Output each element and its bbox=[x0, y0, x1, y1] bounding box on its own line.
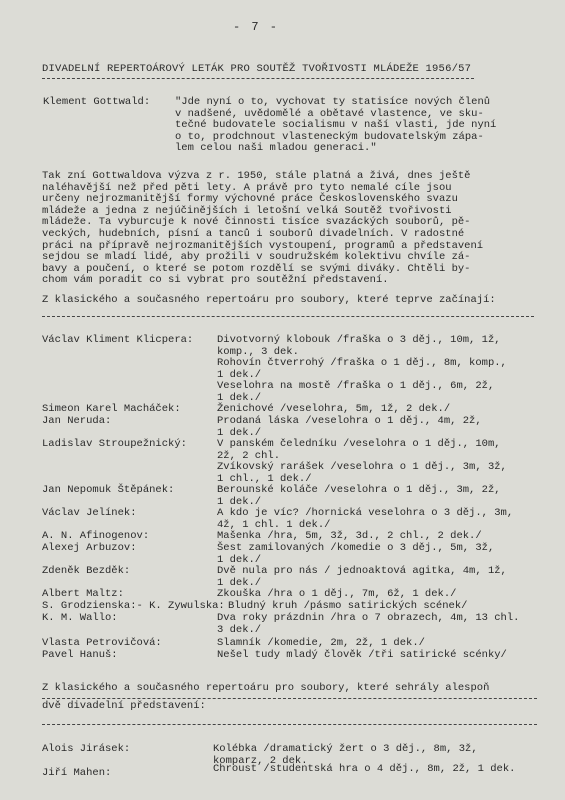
entry-works bbox=[217, 638, 425, 650]
quote-line: "Jde nyní o to, vychovat ty statisíce nových členů bbox=[175, 96, 491, 108]
entry-author: Zdeněk Bezděk: bbox=[42, 565, 131, 577]
entry-works bbox=[213, 764, 515, 776]
work-line: Zvíkovský rarášek /veselohra o 1 děj., 3m, 3ž, bbox=[217, 461, 507, 474]
entry-author: Alois Jirásek: bbox=[42, 743, 131, 755]
intro-paragraph bbox=[42, 171, 483, 287]
work-line: 1 dek./ bbox=[217, 495, 262, 508]
quote-line: lem celou naši mladou generaci." bbox=[175, 142, 377, 155]
title-underline bbox=[42, 78, 474, 79]
work-line: Nešel tudy mladý člověk /tři satirické scénky/ bbox=[217, 649, 507, 661]
work-line: 1 dek./ bbox=[217, 391, 262, 404]
entry-works bbox=[217, 613, 519, 636]
intro-line: chom vám poradit co si vybrat pro soutěžní představení. bbox=[42, 274, 389, 287]
intro-line: Tak zní Gottwaldova výzva z r. 1950, stále platná a živá, dnes ještě bbox=[42, 170, 471, 182]
quote-block bbox=[175, 97, 496, 155]
section2-heading-line: dvě divadelní představení: bbox=[42, 699, 206, 712]
work-line: A kdo je víc? /hornická veselohra o 3 děj., 3m, bbox=[217, 507, 514, 519]
entry-author: Ladislav Stroupežnický: bbox=[42, 438, 187, 450]
entry-works bbox=[217, 416, 482, 439]
work-line: 1 dek./ bbox=[217, 426, 262, 439]
work-line: Berounské koláče /veselohra o 1 děj., 3m, 2ž, bbox=[217, 484, 501, 496]
intro-line: mládeže. Ta vyburcuje k nové činnosti tisíce svazáckých souborů, pě- bbox=[42, 216, 471, 229]
entry-author: Václav Kliment Klicpera: bbox=[42, 334, 194, 346]
entry-works bbox=[217, 404, 450, 416]
work-line: V panském čeledníku /veselohra o 1 děj., 10m, bbox=[217, 438, 501, 450]
work-line: Slamník /komedie, 2m, 2ž, 1 dek./ bbox=[217, 637, 425, 649]
work-line: 3 dek./ bbox=[217, 623, 262, 636]
work-line: 1 dek./ bbox=[217, 553, 262, 566]
work-line: Ženichové /veselohra, 5m, 1ž, 2 dek./ bbox=[217, 403, 451, 415]
entry-author: S. Grodzienska:- K. Zywulska: bbox=[42, 600, 225, 612]
work-line: 4ž, 1 chl. 1 dek./ bbox=[217, 518, 331, 531]
quote-line: o to, prodchnout vlasteneckým budovatelským zápa- bbox=[175, 130, 484, 143]
work-line: Zkouška /hra o 1 děj., 7m, 6ž, 1 dek./ bbox=[217, 588, 457, 600]
entry-author: Albert Maltz: bbox=[42, 588, 124, 600]
entry-author: Václav Jelínek: bbox=[42, 507, 137, 519]
section1-heading: Z klasického a současného repertoáru pro soubory, které teprve začínají: bbox=[42, 294, 496, 306]
entry-works bbox=[217, 531, 482, 543]
work-line: Šest zamilovaných /komedie o 3 děj., 5m, 3ž, bbox=[217, 542, 495, 554]
document-title: DIVADELNÍ REPERTOÁROVÝ LETÁK PRO SOUTĚŽ TVOŘIVOSTI MLÁDEŽE 1956/57 bbox=[42, 63, 472, 75]
entry-author: Simeon Karel Macháček: bbox=[42, 403, 181, 415]
entry-works bbox=[217, 485, 501, 508]
work-line: Bludný kruh /pásmo satirických scének/ bbox=[228, 600, 468, 612]
work-line: Divotvorný klobouk /fraška o 3 děj., 10m, 1ž, bbox=[217, 334, 501, 346]
page-number: - 7 - bbox=[233, 20, 280, 34]
work-line: Kolébka /dramatický žert o 3 děj., 8m, 3ž, bbox=[213, 743, 478, 755]
quote-line: tečné budovatele socialismu v naší vlasti, jde nyní bbox=[175, 119, 497, 132]
intro-line: určeny nejrozmanitější formy výchovné práce Československého svazu bbox=[42, 193, 458, 206]
work-line: Dva roky prázdnin /hra o 7 obrazech, 4m, 13 chl. bbox=[217, 612, 520, 624]
work-line: Prodaná láska /veselohra o 1 děj., 4m, 2ž, bbox=[217, 415, 482, 427]
work-line: 2ž, 2 chl. bbox=[217, 449, 281, 462]
entry-author: K. M. Wallo: bbox=[42, 612, 118, 624]
entry-author: Jiří Mahen: bbox=[42, 767, 112, 779]
entry-author: Vlasta Petrovičová: bbox=[42, 637, 162, 649]
entry-author: Jan Neruda: bbox=[42, 415, 112, 427]
intro-line: práci na přípravě nejrozmanitějších vystoupení, programů a představení bbox=[42, 239, 484, 252]
quote-line: v nadšené, uvědomělé a obětavé vlastence, ve sku- bbox=[175, 107, 484, 120]
section1-rule bbox=[42, 316, 534, 317]
entry-author: Alexej Arbuzov: bbox=[42, 542, 137, 554]
work-line: Veselohra na mostě /fraška o 1 děj., 6m, 2ž, bbox=[217, 380, 495, 393]
entry-works bbox=[228, 601, 467, 613]
work-line: Mašenka /hra, 5m, 3ž, 3d., 2 chl., 2 dek./ bbox=[217, 530, 482, 542]
entry-author: A. N. Afinogenov: bbox=[42, 530, 150, 542]
work-line: komp., 3 dek. bbox=[217, 345, 299, 358]
intro-line: veckých, hudebních, písní a tanců i souborů divadelních. V radostné bbox=[42, 227, 465, 240]
entry-author: Pavel Hanuš: bbox=[42, 649, 118, 661]
entry-works bbox=[217, 439, 507, 485]
section2-rule-bottom bbox=[42, 724, 537, 725]
work-line: Chroust /studentská hra o 4 děj., 8m, 2ž, 1 dek. bbox=[213, 763, 516, 775]
work-line: Dvě nula pro nás / jednoaktová agitka, 4m, 1ž, bbox=[217, 565, 507, 577]
quote-author: Klement Gottwald: bbox=[43, 96, 151, 108]
entry-works bbox=[217, 543, 494, 566]
work-line: Rohovín čtverrohý /fraška o 1 děj., 8m, komp., bbox=[217, 357, 507, 370]
entry-author: Jan Nepomuk Štěpánek: bbox=[42, 484, 175, 496]
entry-works bbox=[217, 589, 456, 601]
entry-works bbox=[217, 335, 507, 405]
intro-line: naléhavější než před pěti lety. A právě pro tyto nemalé cíle jsou bbox=[42, 181, 452, 194]
work-line: komparz, 2 dek. bbox=[213, 754, 308, 767]
work-line: 1 dek./ bbox=[217, 576, 262, 589]
intro-line: bavy a poučení, o které se potom rozdělí se svými diváky. Chtěli by- bbox=[42, 262, 471, 275]
section2-rule-top bbox=[42, 698, 537, 699]
work-line: 1 dek./ bbox=[217, 368, 262, 381]
entry-works bbox=[217, 650, 507, 662]
section2-heading-line: Z klasického a současného repertoáru pro soubory, které sehrály alespoň bbox=[42, 682, 490, 694]
work-line: 1 chl., 1 dek./ bbox=[217, 472, 312, 485]
intro-line: sejdou se mladí lidé, aby prožili v soudružském kolektivu chvíle zá- bbox=[42, 251, 471, 264]
intro-line: mládeže a jedna z nejúčinějších i letošní velká Soutěž tvořivosti bbox=[42, 204, 452, 217]
entry-works bbox=[217, 508, 513, 531]
entry-works bbox=[217, 566, 507, 589]
